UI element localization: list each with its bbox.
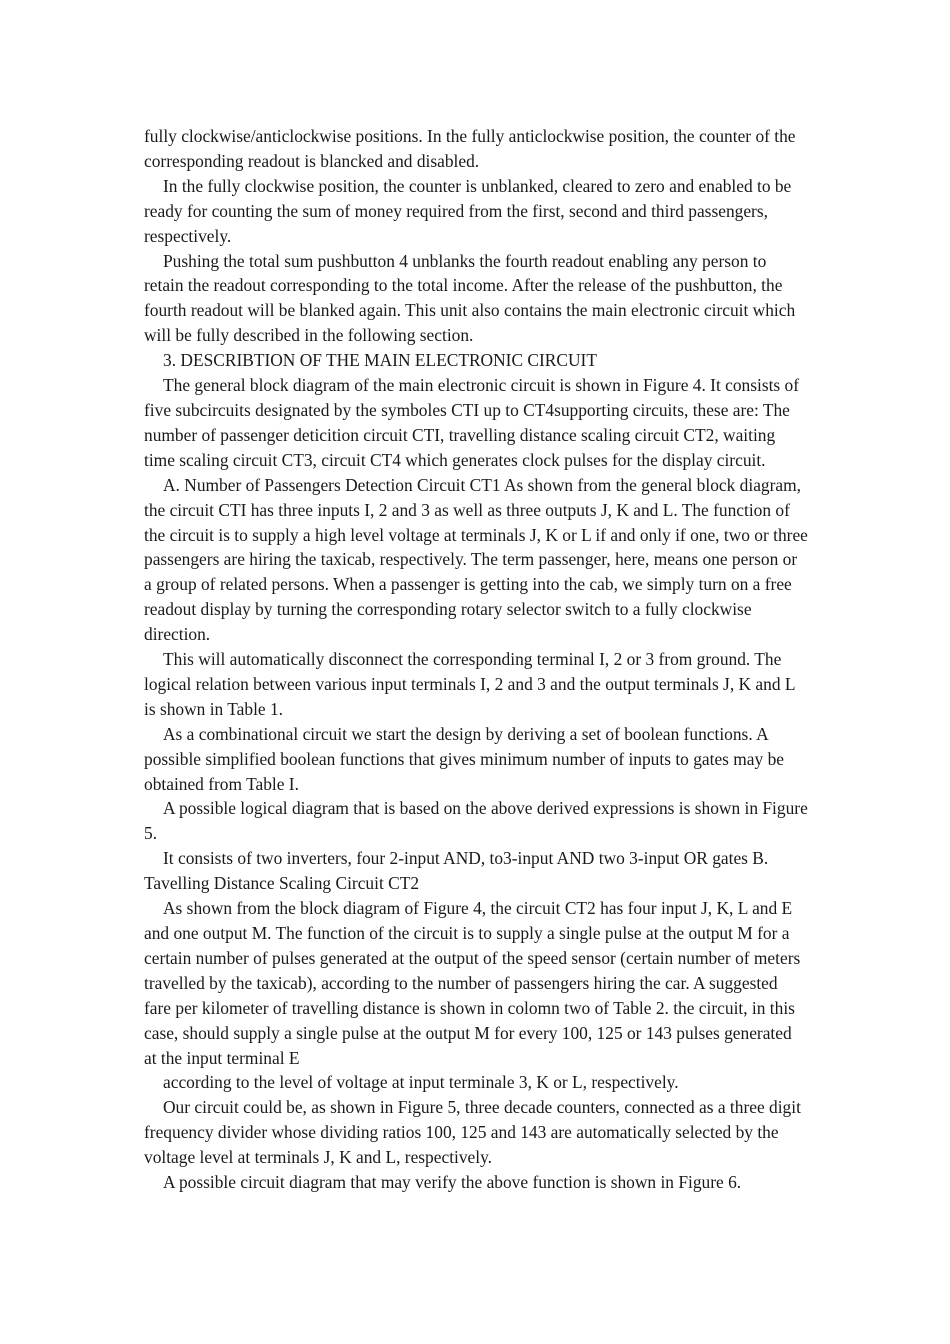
paragraph-2: In the fully clockwise position, the counter is unblanked, cleared to zero and enabled to be ready for counting the sum of money required from the first, second and third passengers, respectively. (144, 175, 792, 246)
paragraph-5: The general block diagram of the main electronic circuit is shown in Figure 4. It consists of five subcircuits designated by the symboles CTI up to CT4supporting circuits, these are: The number of passenger deticition circuit CTI, travelling distance scaling circuit CT2, waiting time scaling circuit CT3, circuit CT4 which generates clock pulses for the display circuit. (144, 375, 800, 470)
paragraph-6: A. Number of Passengers Detection Circuit CT1 As shown from the general block diagram, the circuit CTI has three inputs I, 2 and 3 as well as three outputs J, K and L. The function of the circuit is to supply a high level voltage at terminals J, K or L if and only if one, two or three passengers are hiring the taxicab, respectively. The term passenger, here, means one person or a group of related persons. When a passenger is getting into the cab, we simply turn on a free readout display by turning the corresponding rotary selector switch to a fully clockwise direction. (144, 474, 808, 645)
paragraph-14: A possible circuit diagram that may verify the above function is shown in Figure 6. (163, 1172, 742, 1193)
paragraph-13: Our circuit could be, as shown in Figure 5, three decade counters, connected as a three digit frequency divider whose dividing ratios 100, 125 and 143 are automatically selected by the voltage level at terminals J, K and L, respectively. (144, 1097, 801, 1168)
paragraph-9: A possible logical diagram that is based on the above derived expressions is shown in Figure 5. (144, 798, 808, 844)
paragraph-7: This will automatically disconnect the corresponding terminal I, 2 or 3 from ground. The logical relation between various input terminals I, 2 and 3 and the output terminals J, K and L is shown in Table 1. (144, 649, 795, 719)
paragraph-12: according to the level of voltage at input terminale 3, K or L, respectively. (163, 1072, 679, 1093)
document-page (144, 124, 808, 1195)
paragraph-1: fully clockwise/anticlockwise positions. In the fully anticlockwise position, the counter of the corresponding readout is blancked and disabled. (144, 126, 796, 171)
paragraph-8: As a combinational circuit we start the design by deriving a set of boolean functions. A possible simplified boolean functions that gives minimum number of inputs to gates may be obtained from Table I. (144, 723, 784, 794)
paragraph-11: As shown from the block diagram of Figure 4, the circuit CT2 has four input J, K, L and E and one output M. The function of the circuit is to supply a single pulse at the output M for a certain number of pulses generated at the output of the speed sensor (certain number of meters travelled by the taxicab), according to the number of passengers hiring the car. A suggested fare per kilometer of travelling distance is shown in colomn two of Table 2. the circuit, in this case, should supply a single pulse at the output M for every 100, 125 or 143 pulses generated at the input terminal E (144, 898, 801, 1068)
section-heading: 3. DESCRIBTION OF THE MAIN ELECTRONIC CIRCUIT (163, 350, 597, 371)
paragraph-10: It consists of two inverters, four 2-input AND, to3-input AND two 3-input OR gates B. Tavelling Distance Scaling Circuit CT2 (144, 848, 769, 894)
paragraph-3: Pushing the total sum pushbutton 4 unblanks the fourth readout enabling any person to retain the readout corresponding to the total income. After the release of the pushbutton, the fourth readout will be blanked again. This unit also contains the main electronic circuit which will be fully described in the following section. (144, 250, 796, 346)
